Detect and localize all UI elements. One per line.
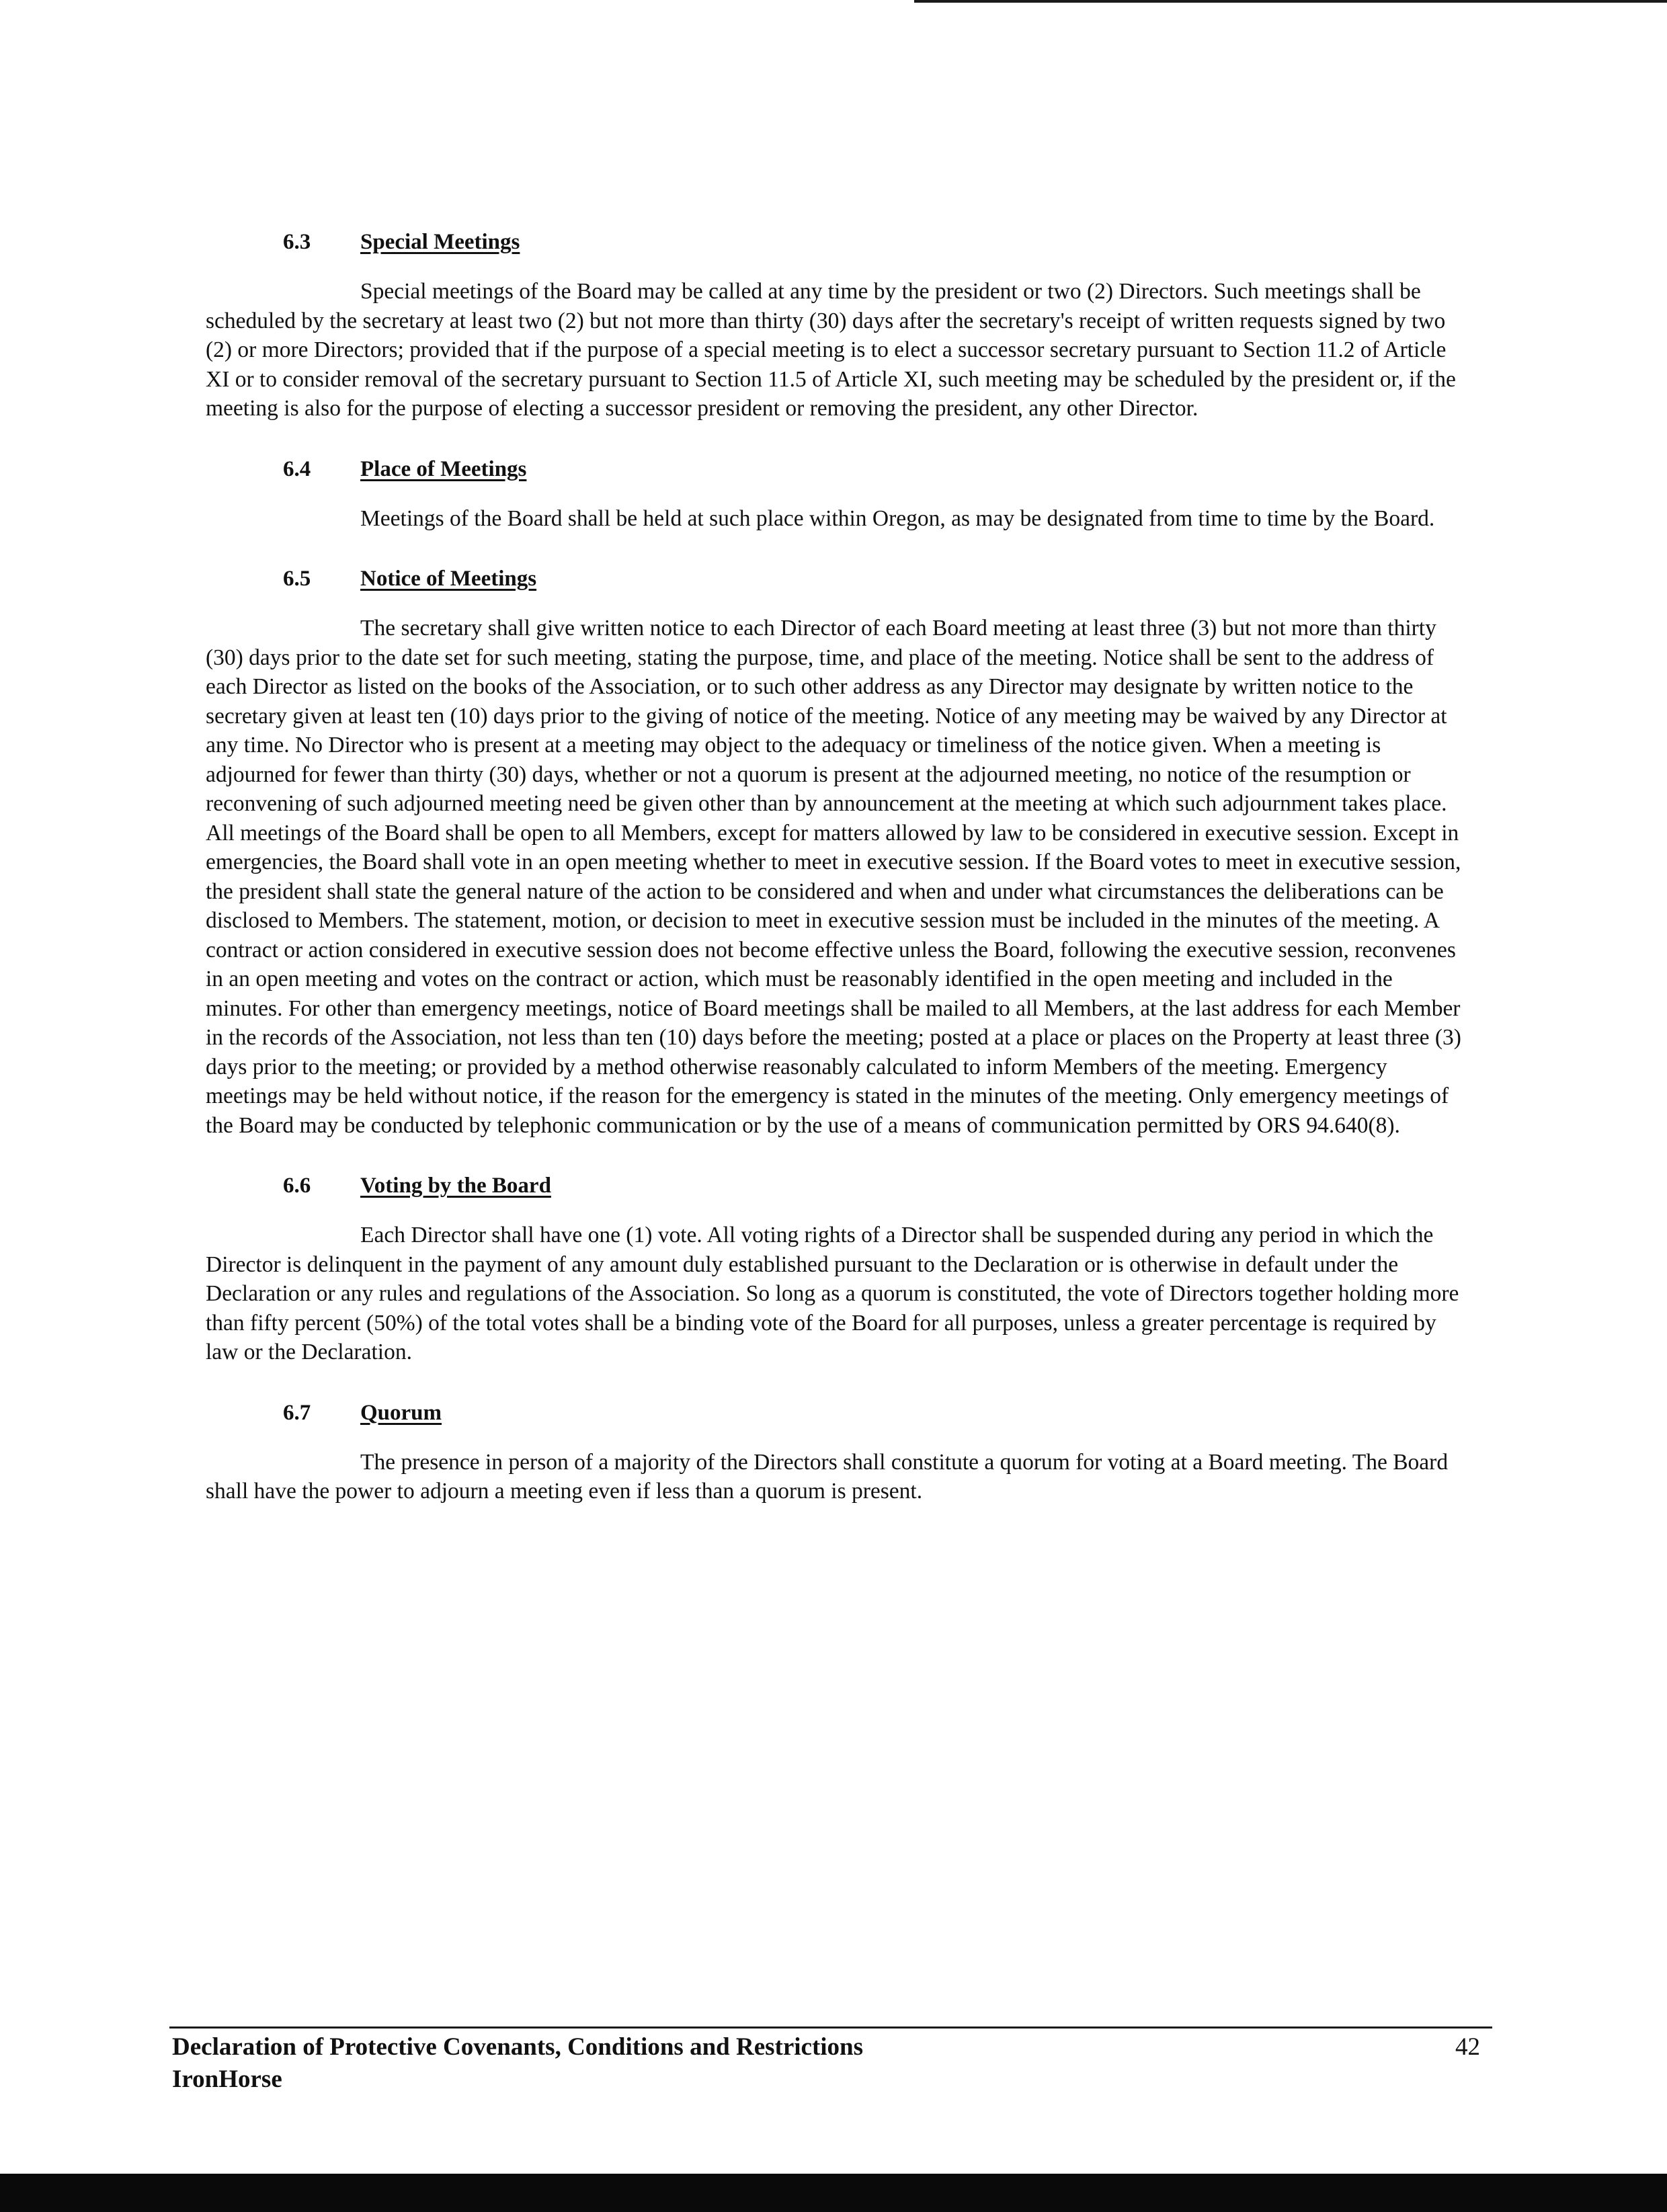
section-number: 6.4 xyxy=(283,456,311,481)
section-title: Notice of Meetings xyxy=(360,567,537,591)
section-6-6 xyxy=(206,1171,1463,1367)
section-paragraph: Special meetings of the Board may be called at any time by the president or two (2) Directors. Such meetings shall be scheduled by the secretary at least two (2) but not more than thirty (30) days after the secretary's receipt of written requests signed by two (2) or more Directors; provided that if the purpose of a special meeting is to elect a successor secretary pursuant to Section 11.2 of Article XI or to consider removal of the secretary pursuant to Section 11.5 of Article XI, such meeting may be scheduled by the president or, if the meeting is also for the purpose of electing a successor president or removing the president, any other Director. xyxy=(206,279,1456,421)
section-number: 6.5 xyxy=(283,567,311,591)
section-6-4 xyxy=(206,454,1463,534)
document-body xyxy=(206,227,1463,1537)
section-heading xyxy=(206,1171,1463,1200)
section-number: 6.3 xyxy=(283,230,311,254)
page-number: 42 xyxy=(1455,2033,1480,2061)
section-paragraph: The presence in person of a majority of the Directors shall constitute a quorum for voting at a Board meeting. The Board shall have the power to adjourn a meeting even if less than a quorum is present. xyxy=(206,1449,1449,1504)
section-heading xyxy=(206,454,1463,484)
section-6-7 xyxy=(206,1398,1463,1506)
section-paragraph: Each Director shall have one (1) vote. All voting rights of a Director shall be suspended during any period in which the Director is delinquent in the payment of any amount duly established pursuant to the Declaration or is otherwise in default under the Declaration or any rules and regulations of the Association. So long as a quorum is constituted, the vote of Directors together holding more than fifty percent (50%) of the total votes shall be a binding vote of the Board for all purposes, unless a greater percentage is required by law or the Declaration. xyxy=(206,1223,1459,1364)
section-heading xyxy=(206,227,1463,257)
section-heading xyxy=(206,564,1463,593)
section-title: Special Meetings xyxy=(360,230,520,254)
scan-bottom-band xyxy=(0,2174,1667,2212)
footer-community-name: IronHorse xyxy=(172,2065,282,2093)
section-title: Voting by the Board xyxy=(360,1174,551,1198)
footer-divider xyxy=(169,2026,1492,2029)
section-title: Place of Meetings xyxy=(360,456,527,481)
section-heading xyxy=(206,1398,1463,1428)
footer-document-title: Declaration of Protective Covenants, Conditions and Restrictions xyxy=(172,2033,864,2061)
page-footer xyxy=(172,2031,1490,2096)
section-number: 6.7 xyxy=(283,1400,311,1425)
section-6-5 xyxy=(206,564,1463,1140)
scan-top-edge-line xyxy=(914,0,1667,3)
section-6-3 xyxy=(206,227,1463,423)
section-paragraph: The secretary shall give written notice to each Director of each Board meeting at least three (3) but not more than thirty (30) days prior to the date set for such meeting, stating the purpose, time, and place of the meeting. Notice shall be sent to the address of each Director as listed on the books of the Association, or to such other address as any Director may designate by written notice to the secretary given at least ten (10) days prior to the giving of notice of the meeting. Notice of any meeting may be waived by any Director at any time. No Director who is present at a meeting may object to the adequacy or timeliness of the notice given. When a meeting is adjourned for fewer than thirty (30) days, whether or not a quorum is present at the adjourned meeting, no notice of the resumption or reconvening of such adjourned meeting need be given other than by announcement at the meeting at which such adjournment takes place. All meetings of the Board shall be open to all Members, except for matters allowed by law to be considered in executive session. Except in emergencies, the Board shall vote in an open meeting whether to meet in executive session. If the Board votes to meet in executive session, the president shall state the general nature of the action to be considered and when and under what circumstances the deliberations can be disclosed to Members. The statement, motion, or decision to meet in executive session must be included in the minutes of the meeting. A contract or action considered in executive session does not become effective unless the Board, following the executive session, reconvenes in an open meeting and votes on the contract or action, which must be reasonably identified in the open meeting and included in the minutes. For other than emergency meetings, notice of Board meetings shall be mailed to all Members, at the last address for each Member in the records of the Association, not less than ten (10) days before the meeting; posted at a place or places on the Property at least three (3) days prior to the meeting; or provided by a method otherwise reasonably calculated to inform Members of the meeting. Emergency meetings may be held without notice, if the reason for the emergency is stated in the minutes of the meeting. Only emergency meetings of the Board may be conducted by telephonic communication or by the use of a means of communication permitted by ORS 94.640(8). xyxy=(206,616,1461,1138)
section-number: 6.6 xyxy=(283,1174,311,1198)
section-title: Quorum xyxy=(360,1400,442,1425)
section-paragraph: Meetings of the Board shall be held at such place within Oregon, as may be designated from time to time by the Board. xyxy=(360,505,1435,531)
